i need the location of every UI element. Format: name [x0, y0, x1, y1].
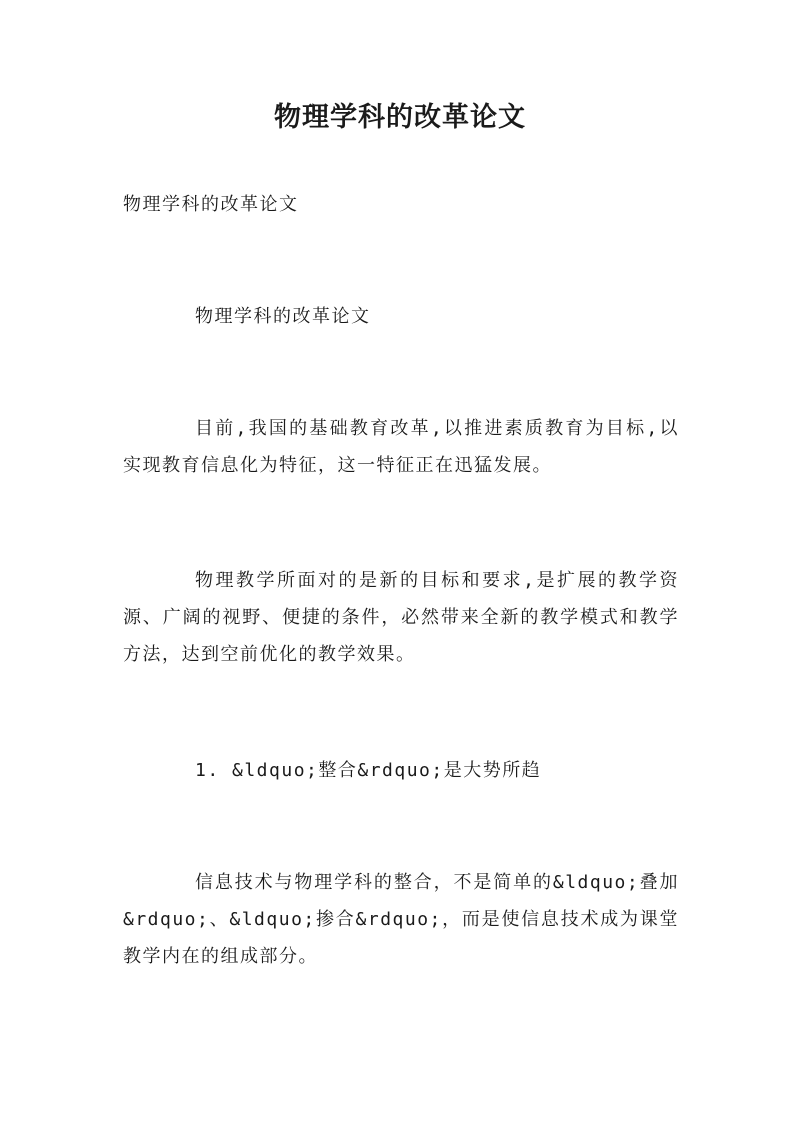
paragraph-integration: 信息技术与物理学科的整合，不是简单的&ldquo;叠加&rdquo;、&ldquo;掺合&rdquo;，而是使信息技术成为课堂教学内在的组成部分。: [123, 872, 679, 967]
section-heading-integration: 1. &ldquo;整合&rdquo;是大势所趋: [195, 760, 542, 781]
paragraph-subtitle: 物理学科的改革论文: [123, 194, 299, 215]
paragraph-intro: 目前,我国的基础教育改革,以推进素质教育为目标,以实现教育信息化为特征，这一特征正在迅猛发展。: [123, 418, 679, 476]
paragraph-heading: 物理学科的改革论文: [195, 306, 371, 327]
paragraph-teaching: 物理教学所面对的是新的目标和要求,是扩展的教学资源、广阔的视野、便捷的条件，必然带来全新的教学模式和教学方法，达到空前优化的教学效果。: [123, 570, 679, 665]
document-title: 物理学科的改革论文: [274, 102, 526, 133]
